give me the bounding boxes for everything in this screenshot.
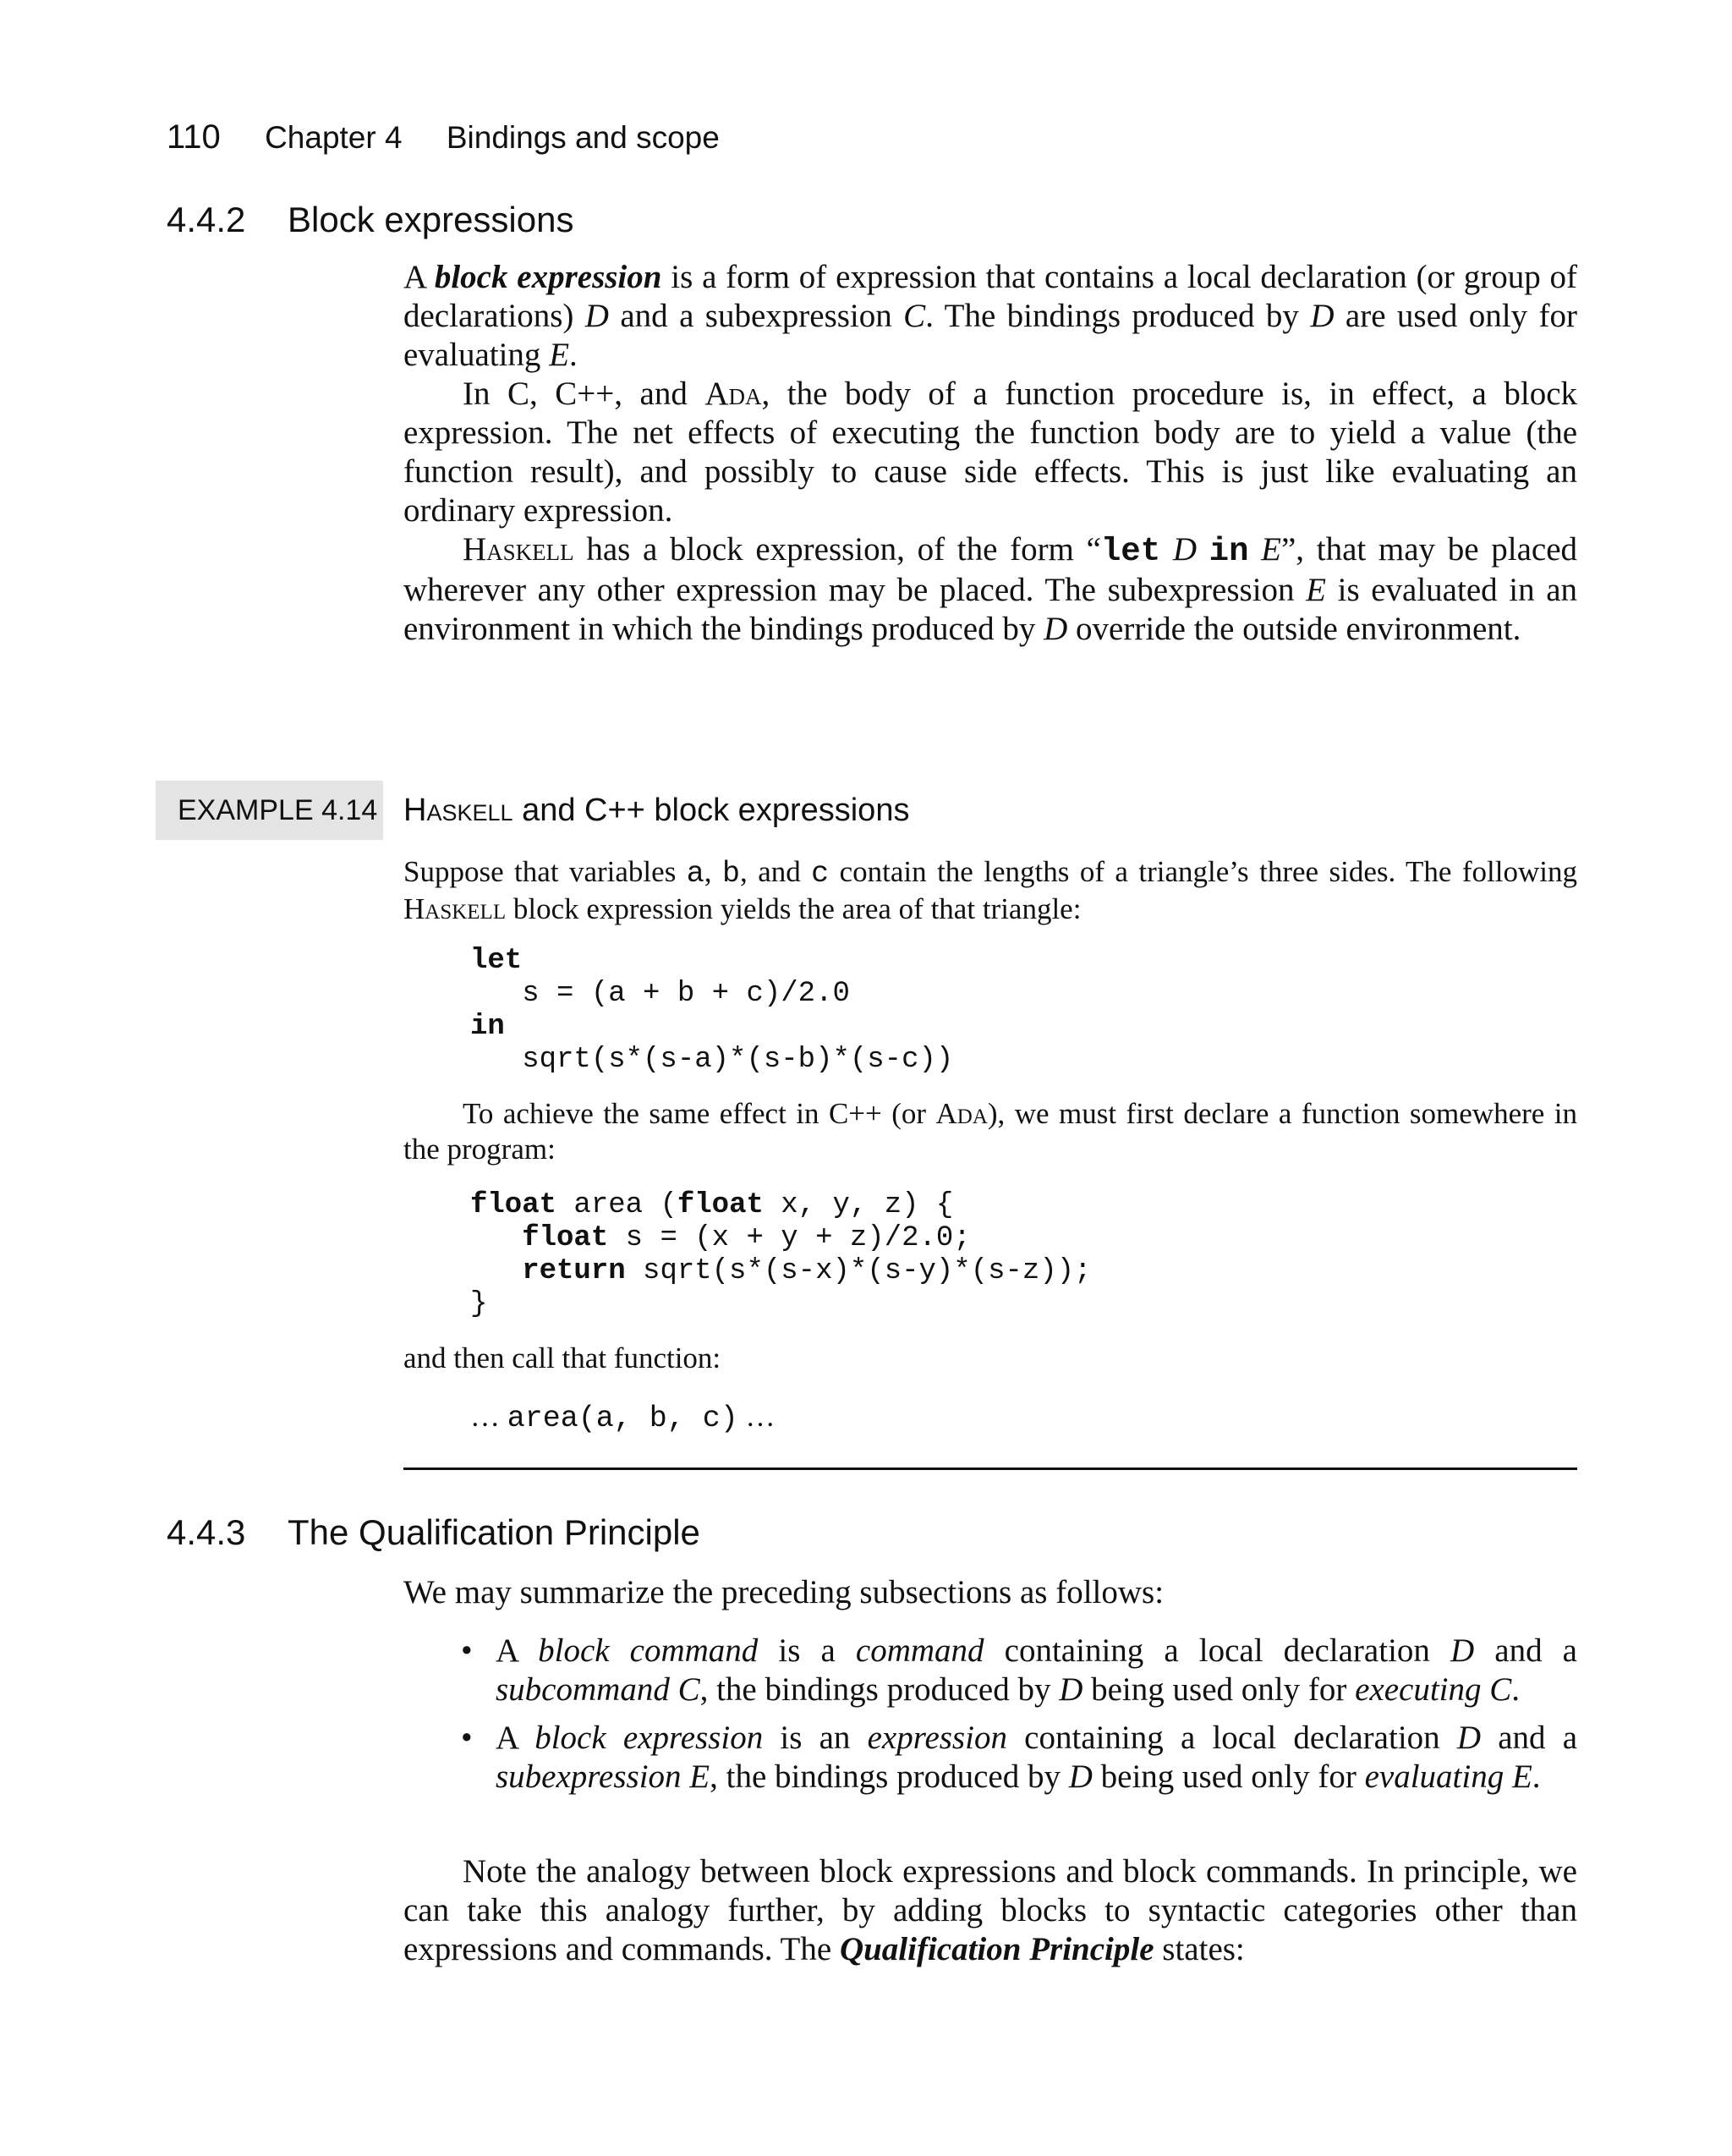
example-cpp-intro: [403, 1096, 1577, 1167]
example-paragraph-cpp: To achieve the same effect in C++ (or Ada), we must first declare a function somewhere in the program:: [403, 1097, 1577, 1166]
chapter-title: Bindings and scope: [446, 120, 720, 155]
list-item: • A block command is a command containing a local declaration D and a subcommand C, the bindings produced by D being used only for executing C.: [461, 1632, 1577, 1708]
running-head: [167, 118, 720, 156]
summary-list: [461, 1632, 1577, 1806]
section-4-4-3-closing: [403, 1852, 1577, 1969]
code-block-cpp: float area (float x, y, z) { float s = (x + y + z)/2.0; return sqrt(s*(s-x)*(s-y)*(s-z)); }: [470, 1189, 1092, 1320]
paragraph-qualification-principle: Note the analogy between block expressions and block commands. In principle, we can take this analogy further, by adding blocks to syntactic categories other than expressions and commands. The Qualification Principle states:: [403, 1853, 1577, 1967]
example-call-intro: [403, 1341, 1577, 1376]
example-title: Haskell and C++ block expressions: [403, 793, 910, 828]
paragraph-c-cpp-ada: In C, C++, and Ada, the body of a function procedure is, in effect, a block expression. The net effects of executing the function body are to yield a value (the function result), and possibly to cause side effects. This is just like evaluating an ordinary expression.: [403, 376, 1578, 529]
page-number: 110: [167, 118, 221, 156]
paragraph-summary-intro: We may summarize the preceding subsections as follows:: [403, 1574, 1165, 1610]
example-end-rule: [403, 1468, 1577, 1470]
code-block-haskell: let s = (a + b + c)/2.0 in sqrt(s*(s-a)*(s-b)*(s-c)): [470, 945, 954, 1076]
example-paragraph-triangle: Suppose that variables a, b, and c contain the lengths of a triangle’s three sides. The following Haskell block expression yields the area of that triangle:: [403, 855, 1577, 925]
section-title: The Qualification Principle: [288, 1512, 700, 1552]
paragraph-block-expression-definition: A block expression is a form of expression that contains a local declaration (or group of declarations) D and a subexpression C. The bindings produced by D are used only for evaluating E.: [403, 259, 1578, 373]
section-title: Block expressions: [288, 200, 574, 239]
example-paragraph-call: and then call that function:: [403, 1341, 721, 1374]
bullet-dot-icon: •: [461, 1720, 473, 1756]
section-number: 4.4.3: [167, 1512, 246, 1552]
section-number: 4.4.2: [167, 200, 246, 239]
section-heading-4-4-2: [167, 200, 573, 240]
section-4-4-3-intro: [403, 1573, 1577, 1612]
chapter-label: Chapter 4: [265, 120, 403, 155]
example-intro: [403, 854, 1577, 927]
paragraph-haskell-let: Haskell has a block expression, of the form “let D in E”, that may be placed wherever any other expression may be placed. The subexpression E is evaluated in an environment in which the bindings produced by D override the outside environment.: [403, 531, 1578, 647]
section-heading-4-4-3: [167, 1512, 700, 1553]
code-block-call: … area(a, b, c) …: [470, 1400, 776, 1435]
bullet-dot-icon: •: [461, 1632, 473, 1669]
section-4-4-2-body: [403, 258, 1577, 649]
list-item: • A block expression is an expression containing a local declaration D and a subexpression E, the bindings produced by D being used only for evaluating E.: [461, 1720, 1578, 1795]
example-tag: EXAMPLE 4.14: [156, 781, 383, 840]
